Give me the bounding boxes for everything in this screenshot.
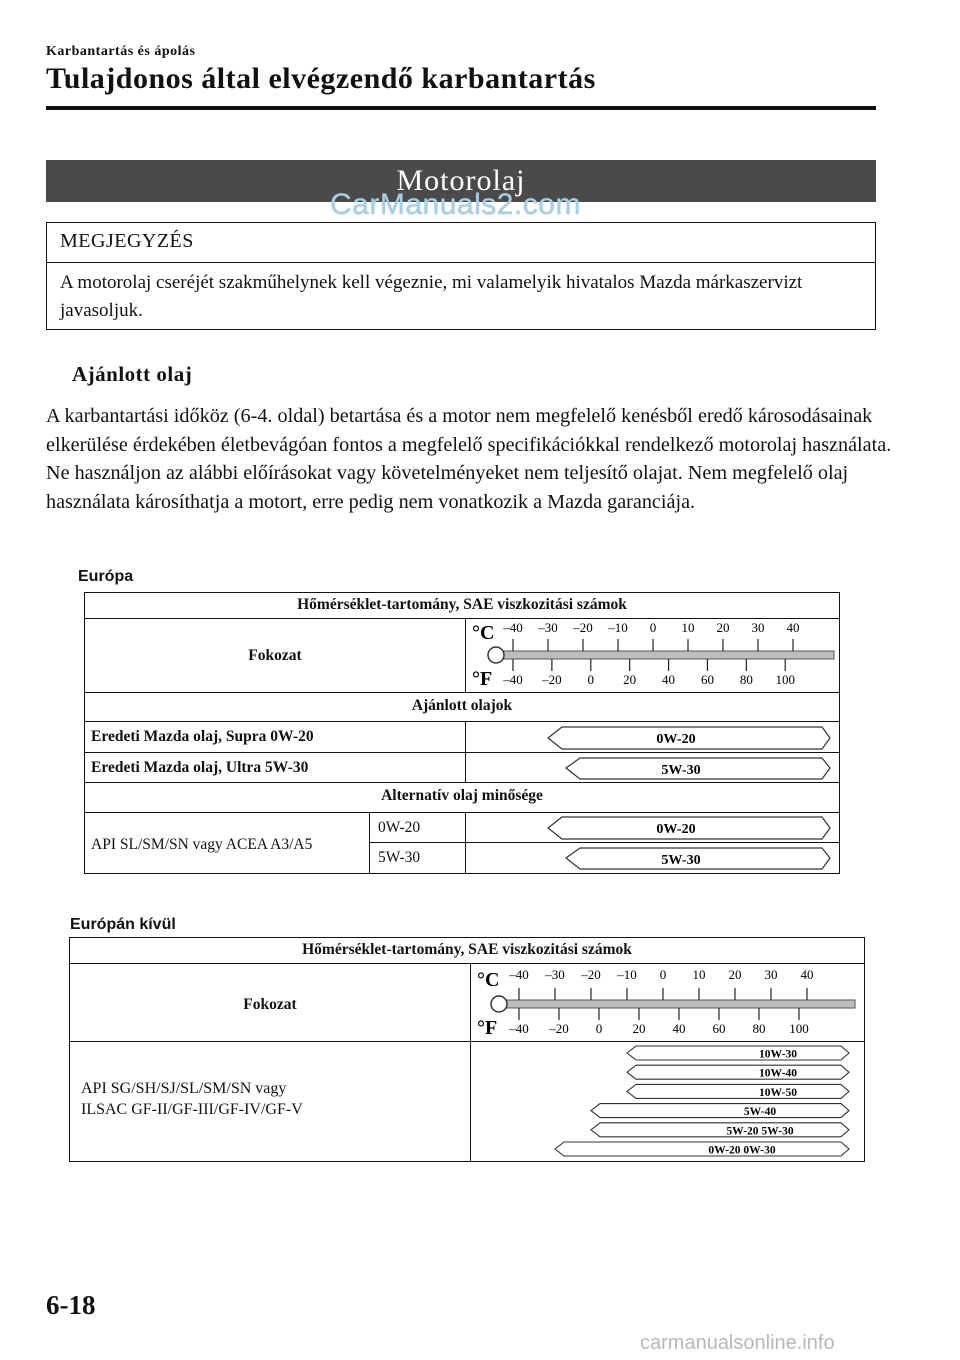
celsius-tick-label: –40 <box>503 620 523 635</box>
fahrenheit-tick-label: –20 <box>549 1021 569 1036</box>
europe-grade-arrows <box>466 722 838 872</box>
outside-temperature-scale <box>471 964 863 1040</box>
grade-arrow <box>627 1084 849 1099</box>
fahrenheit-tick-label: 0 <box>595 1021 603 1036</box>
grade-arrow-label: 10W-30 <box>759 1048 797 1061</box>
grade-arrow <box>627 1046 849 1061</box>
celsius-tick-label: 30 <box>751 620 765 635</box>
fahrenheit-tick-label: 60 <box>700 672 714 687</box>
note-text: A motorolaj cseréjét szakműhelynek kell végeznie, mi valamelyik hivatalos Mazda márkaszervizt javasoljuk. <box>60 272 803 321</box>
title-divider <box>46 106 876 110</box>
page-title: Tulajdonos által elvégzendő karbantartás <box>46 62 596 95</box>
fahrenheit-tick-label: 60 <box>712 1021 726 1036</box>
grade-arrow-label: 10W-40 <box>759 1067 797 1080</box>
fahrenheit-tick-label: 100 <box>775 672 795 687</box>
thermometer-bar <box>499 1000 855 1008</box>
europe-alternative-header: Alternatív olaj minősége <box>381 787 543 804</box>
celsius-tick-label: 10 <box>681 620 695 635</box>
thermometer-bar <box>496 651 834 659</box>
celsius-label: °C <box>477 969 500 991</box>
europe-table-header: Hőmérséklet-tartomány, SAE viszkozitási számok <box>297 596 627 613</box>
body-paragraph: A karbantartási időköz (6-4. oldal) betartása és a motor nem megfelelő kenésből eredő károsodásainak elkerülése érdekében életbevágóan fontos a megfelelő specifikációkkal rendelkező motorolaj használata. Ne használjon az alábbi előírásokat vagy követelményeket nem teljesítő olajat. Nem megfelelő olaj használata károsíthatja a motort, erre pedig nem vonatkozik a Mazda garanciája. <box>46 405 892 513</box>
fahrenheit-tick-label: –40 <box>509 1021 529 1036</box>
thermometer-bulb <box>491 996 507 1012</box>
europe-temperature-scale <box>466 619 838 691</box>
fahrenheit-tick-label: 20 <box>623 672 637 687</box>
celsius-tick-label: –20 <box>581 967 601 982</box>
grade-arrow <box>548 727 830 749</box>
europe-recommended-oil-1: Eredeti Mazda olaj, Supra 0W-20 <box>91 728 314 745</box>
grade-arrow-label: 10W-50 <box>759 1086 797 1099</box>
celsius-tick-label: –30 <box>545 967 565 982</box>
grade-arrow-label: 5W-40 <box>743 1106 777 1119</box>
fahrenheit-label: °F <box>472 668 493 690</box>
celsius-tick-label: 10 <box>692 967 706 982</box>
fahrenheit-tick-label: –40 <box>503 672 523 687</box>
grade-arrow <box>555 1142 849 1157</box>
europe-recommended-header: Ajánlott olajok <box>411 697 513 714</box>
grade-arrow-label: 5W-30 <box>661 763 701 778</box>
celsius-tick-label: 0 <box>649 620 657 635</box>
fahrenheit-tick-label: 80 <box>739 672 753 687</box>
grade-arrow <box>591 1123 849 1138</box>
grade-arrow <box>591 1104 849 1119</box>
outside-spec-line-1: API SG/SH/SJ/SL/SM/SN vagy <box>81 1080 287 1097</box>
celsius-tick-label: –10 <box>617 967 637 982</box>
celsius-tick-label: 0 <box>659 967 667 982</box>
outside-europe-table <box>69 937 865 1162</box>
fahrenheit-tick-label: 40 <box>672 1021 686 1036</box>
europe-recommended-oil-2: Eredeti Mazda olaj, Ultra 5W-30 <box>91 759 309 776</box>
grade-arrow-label: 0W-20 0W-30 <box>708 1144 776 1157</box>
fahrenheit-label: °F <box>477 1017 498 1039</box>
note-heading-bar <box>47 223 875 263</box>
note-box <box>46 222 876 330</box>
celsius-label: °C <box>472 622 495 644</box>
footer-watermark: carmanualsonline.info <box>640 1332 835 1354</box>
celsius-tick-label: –10 <box>608 620 628 635</box>
thermometer-bulb <box>488 647 504 663</box>
outside-fokozat-label: Fokozat <box>243 996 297 1013</box>
celsius-tick-label: –30 <box>538 620 558 635</box>
europe-alternative-grade-1: 0W-20 <box>378 819 421 836</box>
section-label: Karbantartás és ápolás <box>46 44 196 59</box>
europe-alternative-spec: API SL/SM/SN vagy ACEA A3/A5 <box>91 836 313 853</box>
grade-arrow <box>548 817 830 839</box>
grade-arrow <box>566 848 830 869</box>
europe-fokozat-label: Fokozat <box>248 647 302 664</box>
watermark-logo: CarManuals2.com <box>330 188 581 221</box>
grade-arrow-label: 5W-30 <box>661 853 701 868</box>
outside-grade-arrows <box>471 1042 863 1160</box>
celsius-tick-label: 40 <box>786 620 800 635</box>
fahrenheit-tick-label: 0 <box>587 672 595 687</box>
europe-label: Európa <box>78 568 134 585</box>
fahrenheit-tick-label: 100 <box>789 1021 809 1036</box>
grade-arrow-label: 0W-20 <box>656 732 696 747</box>
celsius-tick-label: 30 <box>764 967 778 982</box>
grade-arrow-label: 5W-20 5W-30 <box>726 1125 794 1138</box>
celsius-tick-label: 20 <box>716 620 730 635</box>
fahrenheit-tick-label: 80 <box>752 1021 766 1036</box>
europe-alternative-grade-2: 5W-30 <box>378 849 421 866</box>
page-number: 6-18 <box>46 1290 96 1320</box>
recommended-oil-heading: Ajánlott olaj <box>72 362 193 386</box>
fahrenheit-tick-label: 40 <box>662 672 676 687</box>
grade-arrow <box>566 758 830 779</box>
fahrenheit-tick-label: 20 <box>632 1021 646 1036</box>
celsius-tick-label: 40 <box>800 967 814 982</box>
celsius-tick-label: 20 <box>728 967 742 982</box>
outside-table-header: Hőmérséklet-tartomány, SAE viszkozitási számok <box>302 941 632 958</box>
note-heading: MEGJEGYZÉS <box>60 230 194 252</box>
outside-europe-label: Európán kívül <box>70 916 176 933</box>
section-banner: Motorolaj <box>46 160 876 202</box>
celsius-tick-label: –40 <box>509 967 529 982</box>
celsius-tick-label: –20 <box>573 620 593 635</box>
outside-spec-line-2: ILSAC GF-II/GF-III/GF-IV/GF-V <box>81 1101 303 1118</box>
fahrenheit-tick-label: –20 <box>542 672 562 687</box>
grade-arrow-label: 0W-20 <box>656 822 696 837</box>
grade-arrow <box>627 1065 849 1080</box>
europe-table <box>84 592 840 874</box>
